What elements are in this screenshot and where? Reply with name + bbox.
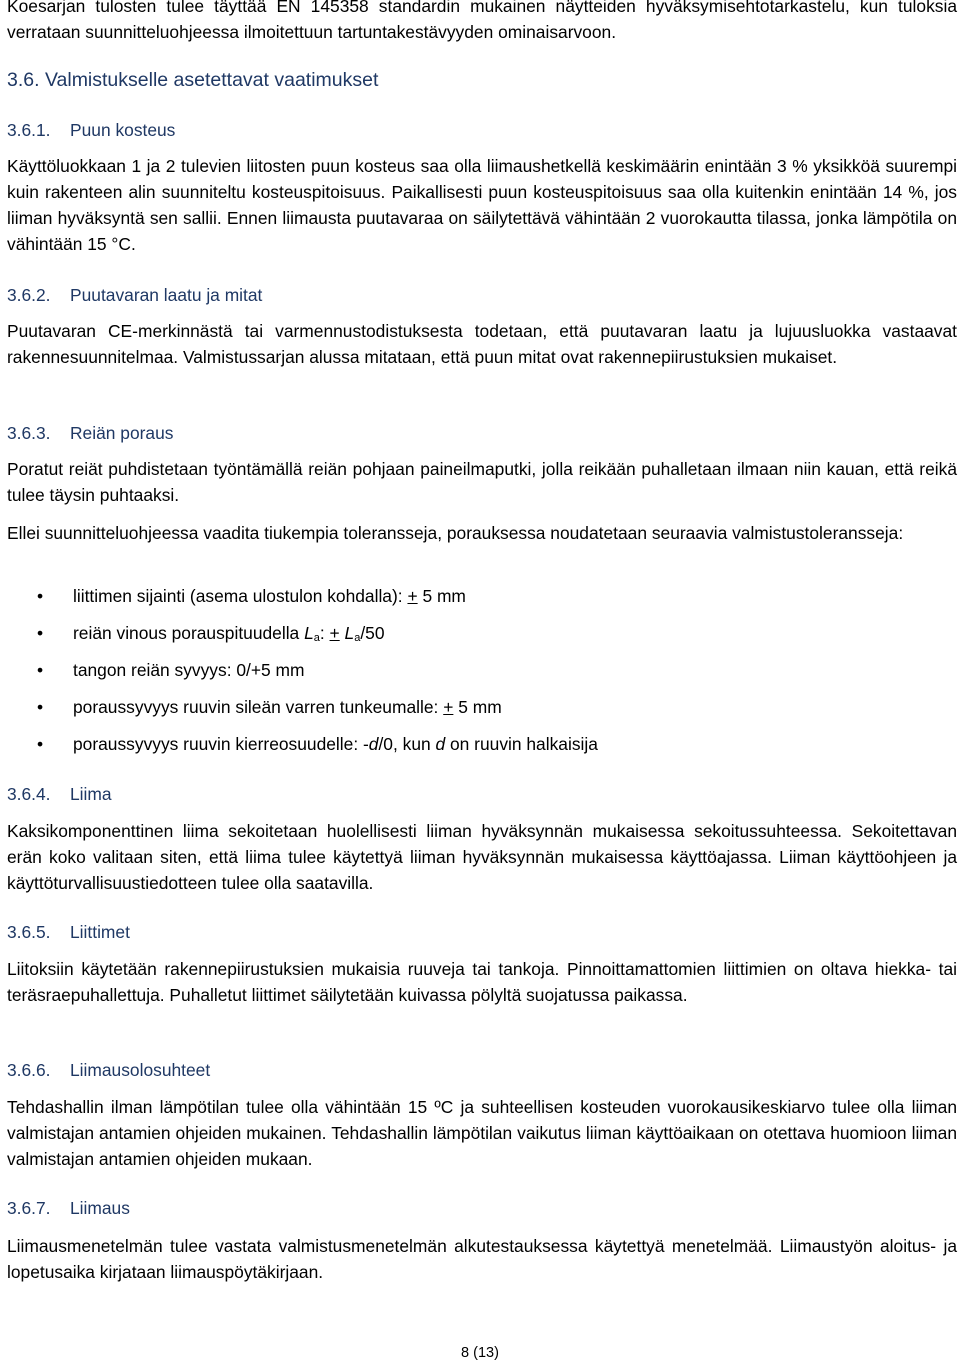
section-number: 3.6. (7, 69, 40, 91)
list-item-text: /0, kun (378, 734, 436, 754)
list-item (7, 583, 957, 620)
list-item-text: on ruuvin halkaisija (445, 734, 598, 754)
list-item-value: 5 mm (453, 697, 502, 717)
paragraph-reian-poraus-1: Poratut reiät puhdistetaan työntämällä reiän pohjaan paineilmaputki, jolla reikään puhalletaan ilmaan niin kauan, että reikä tulee täysin puhtaaksi. (7, 459, 957, 505)
list-item-text: tangon reiän syvyys: 0/+5 mm (73, 660, 305, 680)
plus-minus-sign: + (443, 697, 454, 717)
paragraph-liittimet: Liitoksiin käytetään rakennepiirustuksien mukaisia ruuveja tai tankoja. Pinnoittamattomien liittimien on oltava hiekka- tai teräsraepuhallettuja. Puhalletut liittimet säilytetään kuivassa pölyltä suojatussa paikassa. (7, 959, 957, 1005)
subsection-title: Liittimet (70, 922, 130, 942)
list-item-text: poraussyvyys ruuvin kierreosuudelle: - (73, 734, 369, 754)
subsection-title: Puun kosteus (70, 120, 176, 140)
subsection-number: 3.6.4. (7, 784, 51, 804)
subsection-number: 3.6.1. (7, 120, 51, 140)
subsection-heading-liittimet (7, 919, 130, 945)
subscript-a: a (354, 632, 361, 644)
bullet-icon: • (37, 586, 44, 606)
subsection-number: 3.6.3. (7, 423, 51, 443)
section-title: Valmistukselle asetettavat vaatimukset (44, 69, 379, 91)
subsection-heading-liimaus (7, 1195, 130, 1221)
variable-L: L (344, 623, 355, 643)
page-number: 8 (13) (461, 1345, 499, 1361)
subsection-title: Puutavaran laatu ja mitat (70, 285, 263, 305)
section-heading (7, 67, 378, 93)
paragraph-liimausolosuhteet: Tehdashallin ilman lämpötilan tulee olla vähintään 15 ºC ja suhteellisen kosteuden vuorokausikeskiarvo tulee olla liiman valmistajan antamien ohjeiden mukainen. Tehdashallin lämpötilan vaikutus liiman käyttöaikaan on otettava huomioon liiman valmistajan antamien ohjeiden mukaan. (7, 1097, 957, 1169)
paragraph-liima: Kaksikomponenttinen liima sekoitetaan huolellisesti liiman hyväksynnän mukaisessa sekoitussuhteessa. Sekoitettavan erän koko valitaan siten, että liima tulee käytettyä liiman hyväksynnän mukaisessa käyttöajassa. Liiman käyttöohjeen ja käyttöturvallisuustiedotteen tulee olla saatavilla. (7, 821, 957, 893)
variable-L: L (304, 623, 314, 643)
subsection-heading-puun-kosteus (7, 117, 175, 143)
subsection-title: Liimaus (70, 1198, 130, 1218)
list-item-text: poraussyvyys ruuvin sileän varren tunkeumalle: (73, 697, 444, 717)
list-item (7, 694, 957, 731)
list-item-text: reiän vinous porauspituudella (73, 623, 305, 643)
list-item-text: : (319, 623, 330, 643)
subsection-title: Liima (70, 784, 112, 804)
intro-paragraph: Koesarjan tulosten tulee täyttää EN 145358 standardin mukainen näytteiden hyväksymisehtotarkastelu, kun tuloksia verrataan suunnitteluohjeessa ilmoitettuun tartuntakestävyyden ominaisarvoon. (7, 0, 957, 42)
subsection-title: Liimausolosuhteet (70, 1060, 211, 1080)
paragraph-liimaus: Liimausmenetelmän tulee vastata valmistusmenetelmän alkutestauksessa käytettyä menetelmää. Liimaustyön aloitus- ja lopetusaika kirjataan liimauspöytäkirjaan. (7, 1236, 957, 1282)
list-item (7, 657, 957, 694)
list-item (7, 620, 957, 657)
paragraph-puun-kosteus: Käyttöluokkaan 1 ja 2 tulevien liitosten puun kosteus saa olla liimaushetkellä keskimäärin enintään 3 % yksikköä suurempi kuin rakenteen alin suunniteltu kosteuspitoisuus. Paikallisesti puun kosteuspitoisuus saa olla kuitenkin enintään 14 %, jos liiman hyväksyntä sen sallii. Ennen liimausta puutavaraa on säilytettävä vähintään 2 vuorokautta tilassa, jonka lämpötila on vähintään 15 °C. (7, 156, 957, 254)
plus-minus-sign: + (329, 623, 340, 643)
list-item-text: liittimen sijainti (asema ulostulon kohdalla): (73, 586, 408, 606)
subsection-heading-liimausolosuhteet (7, 1057, 210, 1083)
variable-d: d (435, 734, 446, 754)
paragraph-puutavaran-laatu: Puutavaran CE-merkinnästä tai varmennustodistuksesta todetaan, että puutavaran laatu ja lujuusluokka vastaavat rakennesuunnitelmaa. Valmistussarjan alussa mitataan, että puun mitat ovat rakennepiirustuksien mukaiset. (7, 321, 957, 367)
plus-minus-sign: + (407, 586, 418, 606)
subsection-heading-liima (7, 781, 112, 807)
subsection-number: 3.6.2. (7, 285, 51, 305)
bullet-icon: • (37, 660, 44, 680)
subsection-heading-reian-poraus (7, 420, 173, 446)
subsection-heading-puutavaran-laatu (7, 282, 262, 308)
variable-d: d (368, 734, 379, 754)
bullet-icon: • (37, 734, 44, 754)
subsection-number: 3.6.6. (7, 1060, 51, 1080)
bullet-icon: • (37, 697, 44, 717)
subscript-a: a (313, 632, 320, 644)
subsection-number: 3.6.5. (7, 922, 51, 942)
bullet-icon: • (37, 623, 44, 643)
list-item (7, 731, 957, 768)
paragraph-reian-poraus-2: Ellei suunnitteluohjeessa vaadita tiukempia toleransseja, porauksessa noudatetaan seuraavia valmistustoleransseja: (7, 523, 904, 543)
list-item-value: 5 mm (417, 586, 466, 606)
subsection-title: Reiän poraus (70, 423, 174, 443)
list-item-value: /50 (360, 623, 385, 643)
tolerance-list (7, 583, 957, 768)
subsection-number: 3.6.7. (7, 1198, 51, 1218)
